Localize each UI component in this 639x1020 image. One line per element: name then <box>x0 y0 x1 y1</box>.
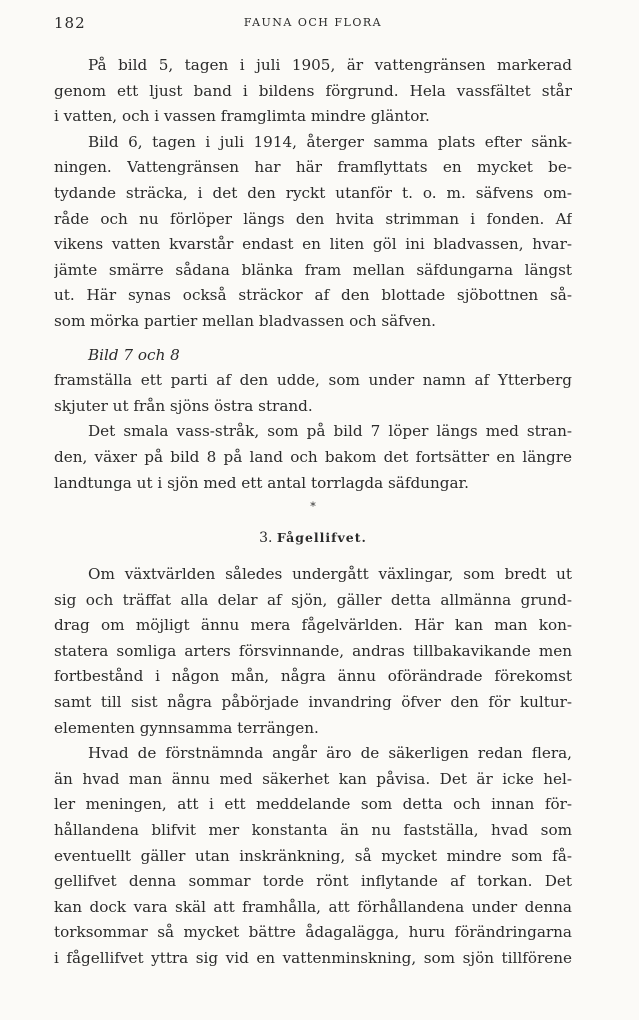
text-line: i fågellifvet yttra sig vid en vattenminskning, som sjön tillförene <box>54 949 572 967</box>
section-heading <box>54 518 572 552</box>
section-title: Fågellifvet. <box>276 530 367 546</box>
text-line: Det smala vass-stråk, som på bild 7 löper längs med stran- <box>88 422 572 441</box>
text-line: elementen gynnsamma terrängen. <box>54 718 319 737</box>
text-line: än hvad man ännu med säkerhet kan påvisa. Det är icke hel- <box>54 769 572 788</box>
text-line: drag om möjligt ännu mera fågelvärlden. Här kan man kon- <box>54 616 572 635</box>
running-head: FAUNA OCH FLORA <box>243 16 383 29</box>
text-line: ningen. Vattengränsen har här framflyttats en mycket be- <box>54 158 572 177</box>
paragraph-vass-strak <box>54 419 572 496</box>
paragraph-bild-7-8 <box>54 368 572 419</box>
text-line: torksommar så mycket bättre ådagalägga, huru förändringarna <box>54 923 572 942</box>
text-line: eventuellt gäller utan inskränkning, så mycket mindre som få- <box>54 846 572 865</box>
text-line: tydande sträcka, i det den ryckt utanför t. o. m. säfvens om- <box>54 183 572 202</box>
text-line: sig och träffat alla delar af sjön, gäller detta allmänna grund- <box>54 590 572 609</box>
text-line: genom ett ljust band i bildens förgrund. Hela vassfältet står <box>54 81 572 100</box>
text-line: hållandena blifvit mer konstanta än nu fastställa, hvad som <box>54 821 572 840</box>
page-number: 182 <box>54 14 86 32</box>
page-body <box>54 53 572 972</box>
text-line: framställa ett parti af den udde, som under namn af Ytterberg <box>54 371 572 390</box>
text-line: ler meningen, att i ett meddelande som detta och innan för- <box>54 795 572 814</box>
text-line: vikens vatten kvarstår endast en liten göl ini bladvassen, hvar- <box>54 235 572 254</box>
text-line: skjuter ut från sjöns östra strand. <box>54 396 313 415</box>
spacer <box>54 552 572 562</box>
bild-heading: Bild 7 och 8 <box>88 345 180 364</box>
text-line: Bild 6, tagen i juli 1914, återger samma plats efter sänk- <box>88 132 572 151</box>
text-line: ut. Här synas också sträckor af den blottade sjöbottnen så- <box>54 286 572 305</box>
text-line: statera somliga arters försvinnande, andras tillbakavikande men <box>54 641 572 660</box>
paragraph-bild-5 <box>54 53 572 130</box>
text-line: Hvad de förstnämnda angår äro de säkerligen redan flera, <box>88 744 572 763</box>
text-line: kan dock vara skäl att framhålla, att förhållandena under denna <box>54 897 572 916</box>
text-line: landtunga ut i sjön med ett antal torrlagda säfdungar. <box>54 473 469 492</box>
text-line: jämte smärre sådana blänka fram mellan säfdungarna längst <box>54 260 572 279</box>
section-number: 3. <box>259 530 273 547</box>
section-separator: * <box>310 500 316 514</box>
text-line: den, växer på bild 8 på land och bakom det fortsätter en längre <box>54 447 572 466</box>
spacer <box>54 335 572 343</box>
text-line: samt till sist några påbörjade invandring öfver den för kultur- <box>54 693 572 712</box>
text-line: Om växtvärlden således undergått växlingar, som bredt ut <box>88 565 572 584</box>
text-line: fortbestånd i någon mån, några ännu oförändrade förekomst <box>54 667 572 686</box>
paragraph-bild-6 <box>54 130 572 335</box>
text-line: råde och nu förlöper längs den hvita strimman i fonden. Af <box>54 209 572 228</box>
paragraph-forstnamnda <box>54 741 572 971</box>
text-line: På bild 5, tagen i juli 1905, är vattengränsen markerad <box>88 56 572 74</box>
text-line: i vatten, och i vassen framglimta mindre gläntor. <box>54 107 430 126</box>
page-header <box>54 14 572 36</box>
text-line: som mörka partier mellan bladvassen och säfven. <box>54 311 436 330</box>
paragraph-vaxtvarlden <box>54 562 572 741</box>
text-line: gellifvet denna sommar torde rönt inflytande af torkan. Det <box>54 872 572 891</box>
